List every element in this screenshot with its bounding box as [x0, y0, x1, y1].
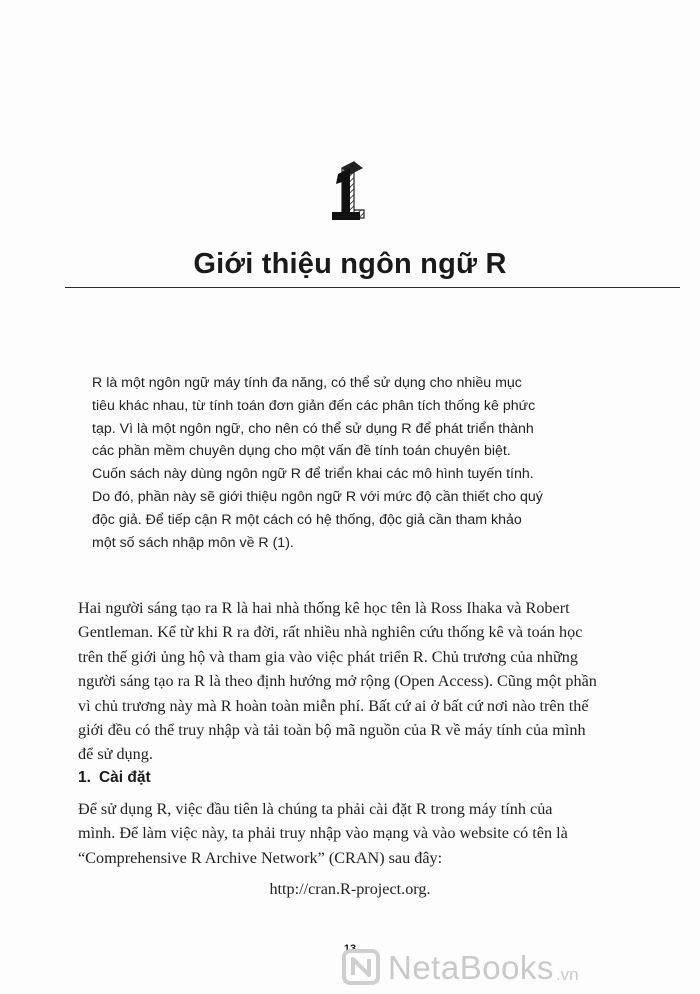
paragraph-line: Gentleman. Kể từ khi R ra đời, rất nhiều nhà nghiên cứu thống kê và toán học	[78, 623, 583, 642]
abstract-line: một số sách nhập môn về R (1).	[92, 534, 294, 551]
paragraph-line: người sáng tạo ra R là theo định hướng mở rộng (Open Access). Cũng một phần	[78, 672, 597, 691]
watermark	[342, 945, 692, 989]
paragraph-line: trên thế giới ủng hộ và tham gia vào việc phát triển R. Chủ trương của những	[78, 647, 578, 666]
netabooks-logo-icon	[342, 947, 382, 987]
paragraph-line: vì chủ trương này mà R hoàn toàn miễn phí. Bất cứ ai ở bất cứ nơi nào trên thế	[78, 696, 589, 715]
paragraph-line: Hai người sáng tạo ra R là hai nhà thống kê học tên là Ross Ihaka và Robert	[78, 599, 570, 617]
chapter-number	[0, 160, 700, 227]
abstract-line: R là một ngôn ngữ máy tính đa năng, có thể sử dụng cho nhiều mục	[92, 375, 522, 391]
chapter-title: Giới thiệu ngôn ngữ R	[193, 248, 507, 280]
paragraph-line: để sử dụng.	[78, 745, 153, 764]
paragraph-line: giới đều có thể truy nhập và tải toàn bộ mã nguồn của R về máy tính của mình	[78, 721, 586, 740]
abstract-line: các phần mềm chuyên dụng cho một vấn đề tính toán chuyên biệt.	[92, 443, 511, 460]
chapter-number-graphic	[320, 160, 380, 222]
paragraph-line: “Comprehensive R Archive Network” (CRAN) sau đây:	[78, 848, 443, 867]
abstract-line: Do đó, phần này sẽ giới thiệu ngôn ngữ R với mức độ cần thiết cho quý	[92, 488, 543, 505]
watermark-brand: NetaBooks	[388, 948, 554, 986]
body-paragraph-1	[78, 596, 634, 767]
abstract-line: tạp. Vì là một ngôn ngữ, cho nên có thể sử dụng R để phát triển thành	[92, 420, 534, 437]
paragraph-line: Để sử dụng R, việc đầu tiên là chúng ta phải cài đặt R trong máy tính của	[78, 800, 553, 818]
chapter-abstract	[92, 372, 592, 554]
page-number: 13	[343, 943, 357, 955]
section-number: 1.	[78, 769, 91, 786]
section-title: Cài đặt	[98, 769, 151, 786]
paragraph-line: mình. Để làm việc này, ta phải truy nhập vào mạng và vào website có tên là	[78, 824, 568, 843]
abstract-line: độc giả. Để tiếp cận R một cách có hệ thống, độc giả cần tham khảo	[92, 511, 522, 528]
abstract-line: Cuốn sách này dùng ngôn ngữ R để triển khai các mô hình tuyến tính.	[92, 466, 534, 483]
title-divider	[65, 287, 680, 288]
abstract-line: tiêu khác nhau, từ tính toán đơn giản đến các phân tích thống kê phức	[92, 397, 536, 414]
body-paragraph-2	[78, 797, 634, 870]
watermark-suffix: .vn	[555, 965, 579, 984]
section-heading	[78, 769, 151, 787]
cran-url: http://cran.R-project.org.	[269, 880, 431, 898]
